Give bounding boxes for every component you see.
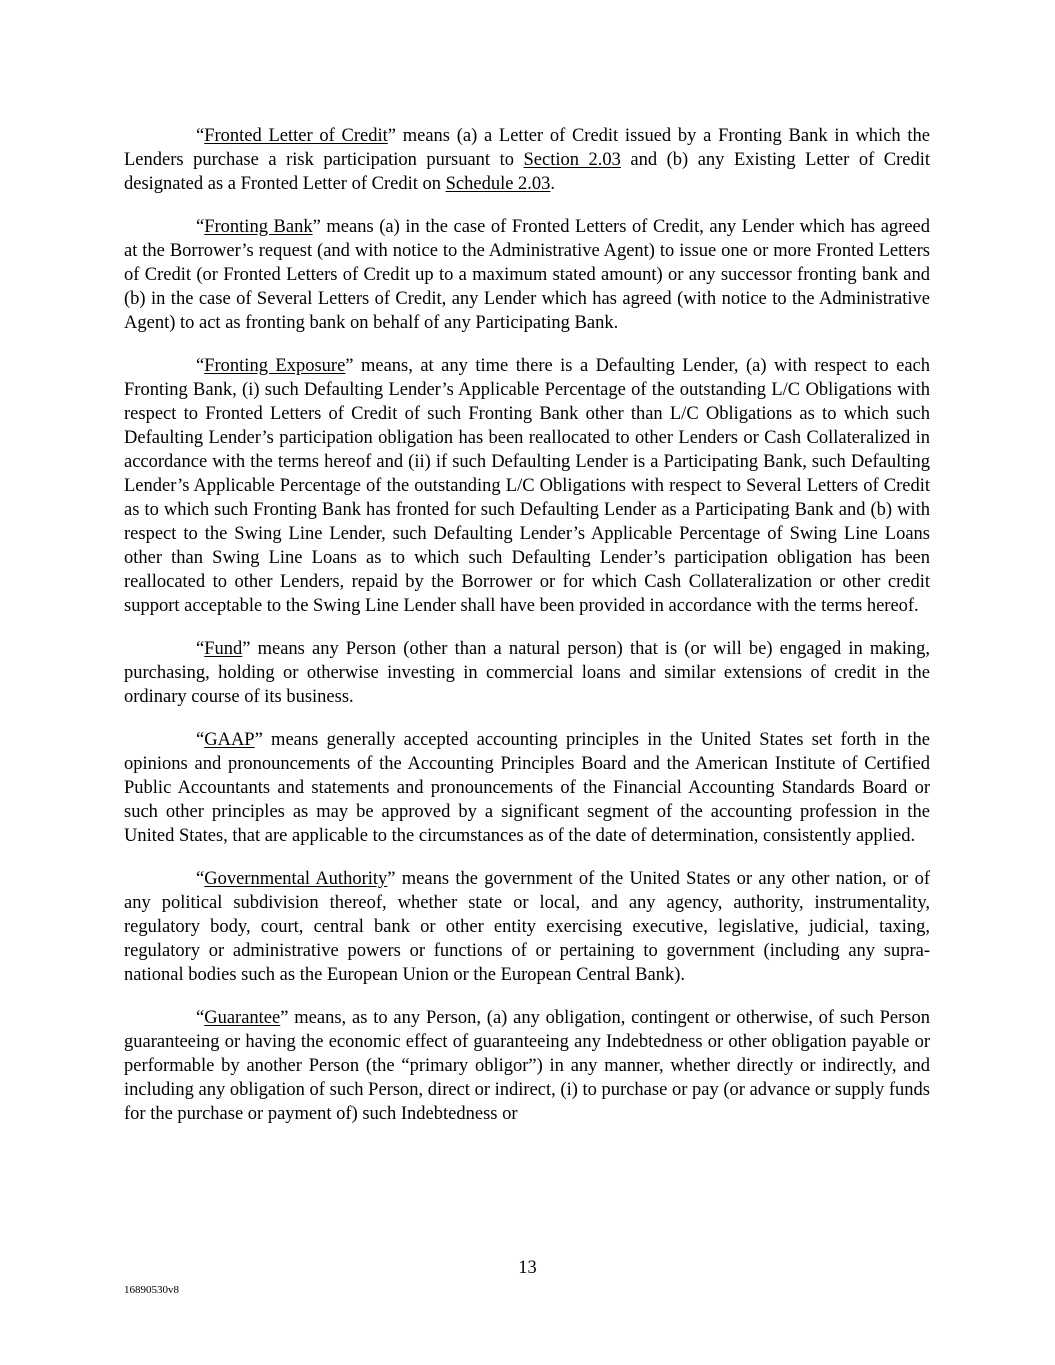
definitions-body <box>124 124 930 1145</box>
defined-term: GAAP <box>204 730 255 750</box>
open-quote: “ <box>196 639 205 659</box>
open-quote: “ <box>196 356 205 376</box>
section-reference: Section 2.03 <box>523 150 621 170</box>
definition-text: ” means the government of the United States or any other nation, or of any political subdivision thereof, whether state or local, and any agency, authority, instrumentality, regulatory body, court, central bank or other entity exercising executive, legislative, judicial, taxing, regulatory or administrative powers or functions of or pertaining to government (including any supra-national bodies such as the European Union or the European Central Bank). <box>124 869 930 985</box>
schedule-reference: Schedule 2.03 <box>445 174 551 194</box>
definition-text: ” means any Person (other than a natural person) that is (or will be) engaged in making, purchasing, holding or otherwise investing in commercial loans and similar extensions of credit in the ordinary course of its business. <box>124 639 930 707</box>
definition-guarantee <box>124 1006 930 1126</box>
definition-text: . <box>550 174 556 194</box>
definition-text: ” means, at any time there is a Defaulting Lender, (a) with respect to each Fronting Bank, (i) such Defaulting Lender’s Applicable Percentage of the outstanding L/C Obligations with respect to Fronted Letters of Credit of such Fronting Bank other than L/C Obligations as to which such Defaulting Lender’s participation obligation has been reallocated to other Lenders or Cash Collateralized in accordance with the terms hereof and (ii) if such Defaulting Lender is a Participating Bank, such Defaulting Lender’s Applicable Percentage of the outstanding L/C Obligations with respect to Several Letters of Credit as to which such Fronting Bank has fronted for such Defaulting Lender as a Participating Bank and (b) with respect to the Swing Line Lender, such Defaulting Lender’s Applicable Percentage of Swing Line Loans other than Swing Line Loans as to which such Defaulting Lender’s participation obligation has been reallocated to other Lenders, repaid by the Borrower or for which Cash Collateralization or other credit support acceptable to the Swing Line Lender shall have been provided in accordance with the terms hereof. <box>124 356 930 616</box>
definition-fronting-bank <box>124 215 930 335</box>
defined-term: Fronted Letter of Credit <box>204 126 388 146</box>
defined-term: Fronting Exposure <box>204 356 346 376</box>
page-number: 13 <box>518 1258 537 1278</box>
definition-governmental-authority <box>124 867 930 987</box>
defined-term: Fund <box>204 639 243 659</box>
document-id: 16890530v8 <box>124 1284 179 1296</box>
definition-fronted-letter-of-credit <box>124 124 930 196</box>
definition-text: ” means, as to any Person, (a) any obligation, contingent or otherwise, of such Person guaranteeing or having the economic effect of guaranteeing any Indebtedness or other obligation payable or performable by another Person (the “primary obligor”) in any manner, whether directly or indirectly, and including any obligation of such Person, direct or indirect, (i) to purchase or pay (or advance or supply funds for the purchase or payment of) such Indebtedness or <box>124 1008 930 1124</box>
open-quote: “ <box>196 126 205 146</box>
open-quote: “ <box>196 217 205 237</box>
definition-text: ” means generally accepted accounting principles in the United States set forth in the opinions and pronouncements of the Accounting Principles Board and the American Institute of Certified Public Accountants and statements and pronouncements of the Financial Accounting Standards Board or such other principles as may be approved by a significant segment of the accounting profession in the United States, that are applicable to the circumstances as of the date of determination, consistently applied. <box>124 730 930 846</box>
open-quote: “ <box>196 869 205 889</box>
defined-term: Fronting Bank <box>204 217 313 237</box>
definition-fronting-exposure <box>124 354 930 618</box>
definition-gaap <box>124 728 930 848</box>
open-quote: “ <box>196 1008 205 1028</box>
defined-term: Governmental Authority <box>204 869 388 889</box>
definition-text: ” means (a) in the case of Fronted Letters of Credit, any Lender which has agreed at the Borrower’s request (and with notice to the Administrative Agent) to issue one or more Fronted Letters of Credit (or Fronted Letters of Credit up to a maximum stated amount) or any successor fronting bank and (b) in the case of Several Letters of Credit, any Lender which has agreed (with notice to the Administrative Agent) to act as fronting bank on behalf of any Participating Bank. <box>124 217 931 333</box>
definition-text: and (b) any Existing Letter of Credit designated as a Fronted Letter of Credit on <box>124 150 930 194</box>
defined-term: Guarantee <box>204 1008 281 1028</box>
definition-fund <box>124 637 930 709</box>
open-quote: “ <box>196 730 205 750</box>
definition-text: ” means (a) a Letter of Credit issued by a Fronting Bank in which the Lenders purchase a risk participation pursuant to <box>124 126 930 170</box>
